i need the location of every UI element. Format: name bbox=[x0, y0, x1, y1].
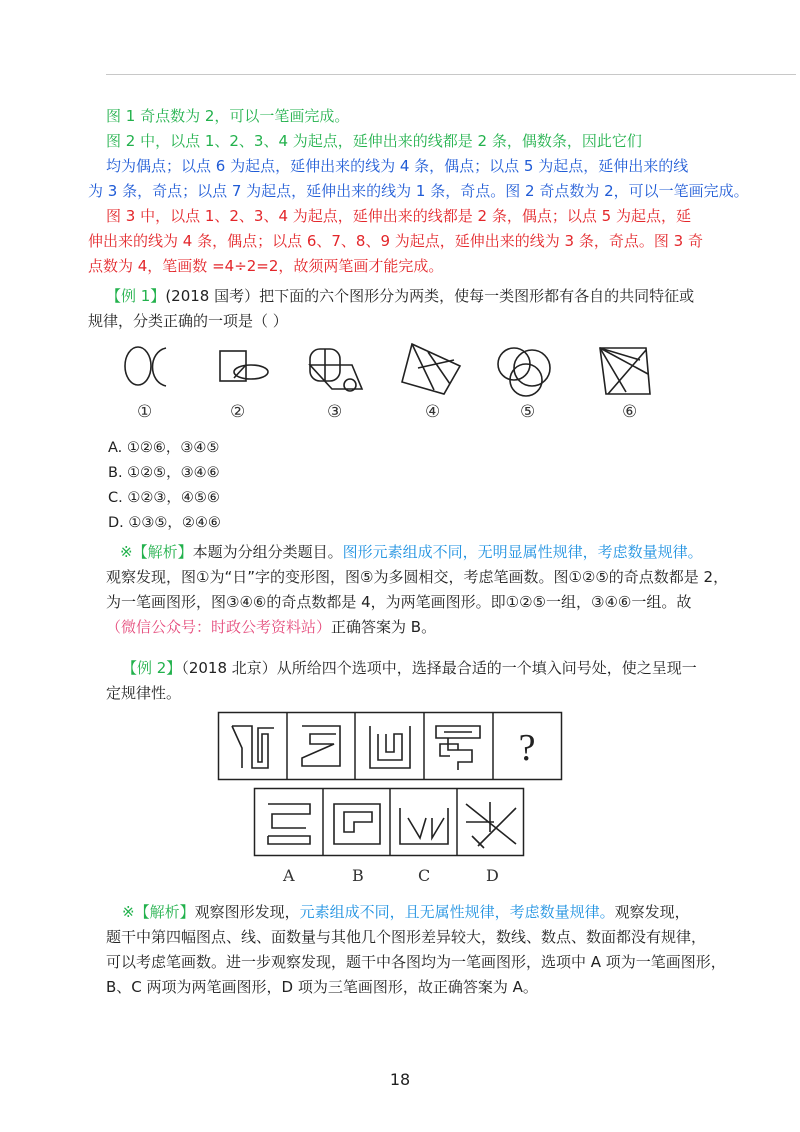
example2-question-row bbox=[218, 712, 562, 780]
figure-6 bbox=[596, 344, 654, 398]
example2-analysis-a1: 观察图形发现， bbox=[194, 903, 300, 921]
example2-analysis-a3: 观察发现， bbox=[614, 903, 690, 921]
header-rule bbox=[106, 74, 796, 75]
option-figure-b bbox=[334, 804, 380, 844]
figure-label-2: ② bbox=[230, 402, 246, 422]
example2-question-a: （2018 北京）从所给四个选项中，选择最合适的一个填入问号处，使之呈现一 bbox=[181, 659, 697, 677]
example1-analysis-a2: 图形元素组成不同，无明显属性规律，考虑数量规律。 bbox=[342, 543, 703, 561]
example2-question bbox=[106, 656, 722, 706]
example1-analysis-c: 为一笔画图形，图③④⑥的奇点数都是 4，为两笔画图形。即①②⑤一组，③④⑥一组。故 bbox=[106, 593, 692, 611]
fig3-text-a: 图 3 中，以点 1、2、3、4 为起点，延伸出来的线都是 2 条，偶点；以点 5 为起点，延 bbox=[106, 207, 691, 225]
example2-analysis-c: 可以考虑笔画数。进一步观察发现，题干中各图均为一笔画图形，选项中 A 项为一笔画图形， bbox=[106, 953, 726, 971]
example1-option-c: C. ①②③，④⑤⑥ bbox=[108, 490, 220, 506]
example2-analysis-b: 题干中第四幅图点、线、面数量与其他几个图形差异较大，数线、数点、数面都没有规律， bbox=[106, 928, 707, 946]
explanation-block bbox=[88, 104, 749, 279]
example1-analysis-a1: 本题为分组分类题目。 bbox=[192, 543, 343, 561]
fig2-text-a: 图 2 中，以点 1、2、3、4 为起点，延伸出来的线都是 2 条，偶数条，因此它们 bbox=[106, 132, 642, 150]
figure-label-5: ⑤ bbox=[520, 402, 536, 422]
figure-3 bbox=[300, 343, 370, 395]
option-label-d: D bbox=[486, 866, 499, 885]
option-figure-c bbox=[400, 808, 448, 844]
example1-question-a: (2018 国考）把下面的六个图形分为两类，使每一类图形都有各自的共同特征或 bbox=[165, 287, 695, 305]
example1-tag: 【例 1】 bbox=[106, 287, 166, 305]
figure-2 bbox=[215, 348, 271, 392]
wechat-note: （微信公众号：时政公考资料站） bbox=[106, 618, 332, 636]
figure-4 bbox=[398, 340, 466, 400]
option-figure-a bbox=[268, 804, 310, 844]
fig3-text-c: 点数为 4，笔画数 =4÷2=2，故须两笔画才能完成。 bbox=[88, 257, 444, 275]
option-label-b: B bbox=[352, 866, 364, 885]
example1-option-a: A. ①②⑥，③④⑤ bbox=[108, 440, 220, 456]
example1-analysis-d2: 正确答案为 B。 bbox=[331, 618, 437, 636]
example2-analysis-d: B、C 两项为两笔画图形，D 项为三笔画图形，故正确答案为 A。 bbox=[106, 978, 538, 996]
option-label-a: A bbox=[283, 866, 295, 885]
figure-1 bbox=[122, 344, 170, 392]
example1-option-b: B. ①②⑤，③④⑥ bbox=[108, 465, 220, 481]
question-figure-1 bbox=[232, 726, 274, 768]
fig2-text-b: 均为偶点；以点 6 为起点，延伸出来的线为 4 条，偶点；以点 5 为起点，延伸出来的线 bbox=[106, 157, 689, 175]
option-label-c: C bbox=[418, 866, 431, 885]
example2-question-b: 定规律性。 bbox=[106, 684, 182, 702]
example1-question bbox=[88, 284, 706, 334]
example2-options-row bbox=[254, 788, 524, 856]
figure-label-4: ④ bbox=[425, 402, 441, 422]
example1-question-b: 规律，分类正确的一项是（ ） bbox=[88, 312, 288, 330]
option-figure-d bbox=[466, 802, 516, 848]
figure-label-1: ① bbox=[137, 402, 153, 422]
example2-tag: 【例 2】 bbox=[122, 659, 182, 677]
fig2-text-c: 为 3 条，奇点；以点 7 为起点，延伸出来的线为 1 条，奇点。图 2 奇点数为 2，可以一笔画完成。 bbox=[88, 182, 749, 200]
example2-analysis bbox=[106, 900, 726, 1000]
question-figure-2 bbox=[302, 726, 340, 766]
example1-analysis-b: 观察发现，图①为“日”字的变形图，图⑤为多圆相交，考虑笔画数。图①②⑤的奇点数都是 2， bbox=[106, 568, 729, 586]
figure-label-3: ③ bbox=[327, 402, 343, 422]
question-figure-4 bbox=[436, 726, 480, 770]
example1-analysis-tag: ※【解析】 bbox=[120, 543, 193, 561]
fig1-text: 图 1 奇点数为 2，可以一笔画完成。 bbox=[106, 107, 350, 125]
example1-option-d: D. ①③⑤，②④⑥ bbox=[108, 515, 221, 531]
question-figure-3 bbox=[370, 726, 410, 768]
example1-analysis bbox=[106, 540, 729, 640]
question-mark: ? bbox=[518, 727, 536, 769]
figure-label-6: ⑥ bbox=[622, 402, 638, 422]
page-number: 18 bbox=[389, 1070, 411, 1089]
figure-5 bbox=[494, 342, 558, 400]
example2-analysis-a2: 元素组成不同，且无属性规律，考虑数量规律。 bbox=[299, 903, 615, 921]
example2-analysis-tag: ※【解析】 bbox=[122, 903, 195, 921]
fig3-text-b: 伸出来的线为 4 条，偶点；以点 6、7、8、9 为起点，延伸出来的线为 3 条，奇点。图 3 奇 bbox=[88, 232, 703, 250]
